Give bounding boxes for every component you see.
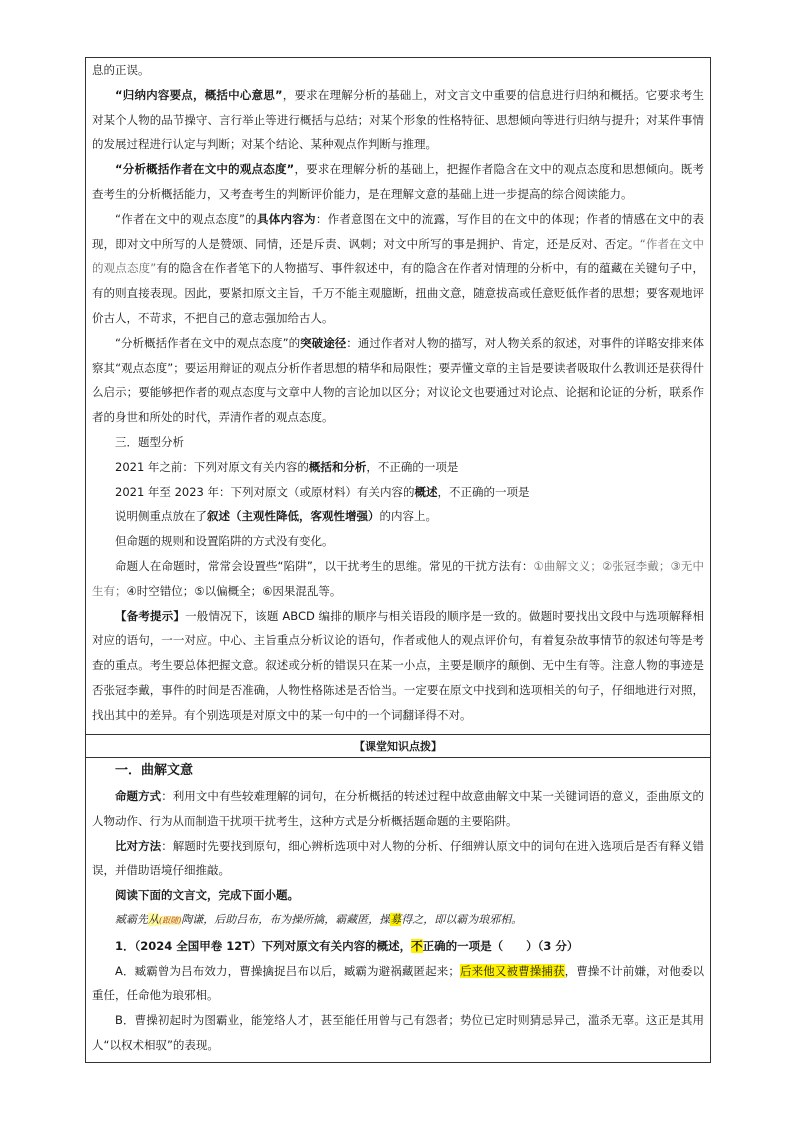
question-1-stem: 1．（2024 全国甲卷 12T）下列对原文有关内容的概述，不正确的一项是（ ）（3 分）: [115, 938, 579, 953]
paragraph-rules-unchanged: 但命题的规则和设置陷阱的方式没有变化。: [115, 534, 334, 549]
annotation-follow: (跟随): [159, 915, 182, 925]
highlight-mu: 募: [390, 912, 402, 926]
paragraph-comparison-method: 比对方法：解题时先要找到原句，细心辨析选项中对人物的分析、仔细辨认原文中的词句在进入选项后是否有释义错误，并借助语境仔细推敲。: [92, 838, 704, 878]
highlight-option-a: 后来他又被曹操捕获: [459, 963, 565, 978]
option-a: A．臧霸曾为吕布效力，曹操擒捉吕布以后，臧霸为避祸藏匿起来；后来他又被曹操捕获，曹操不计前嫌，对他委以重任，任命他为琅邪相。: [92, 963, 705, 1003]
heading-misinterpretation: 一．曲解文意: [115, 763, 194, 778]
highlight-cong: 从: [148, 912, 159, 926]
paragraph-continued: 息的正误。: [92, 63, 150, 77]
paragraph-exam-tip: 【备考提示】一般情况下，该题 ABCD 编排的顺序与相关语段的顺序是一致的。做题时要找出文段中与选项解释相对应的语句，一一对应。中心、主旨重点分析议论的语句，作者或他人的观点评价句，有着复杂故事情节的叙述句等是考查的重点。考生要总体把握文意。叙述或分析的错误只在某一小点，主要是顺序的颠倒、无中生有等。注意人物的事迹是否张冠李戴，事件的时间是否准确，人物性格陈述是否恰当。一定要在原文中找到和选项相关的句子，仔细地进行对照，找出其中的差异。有个别选项是对原文中的某一句中的一个词翻译得不对。: [92, 608, 704, 722]
paragraph-attitude-content: “作者在文中的观点态度”的具体内容为：作者意图在文中的流露，写作目的在文中的体现；作者的情感在文中的表现，即对文中所写的人是赞颂、同情，还是斥责、讽刺；对文中所写的事是拥护、肯定，还是反对、否定。“作者在文中的观点态度”有的隐含在作者笔下的人物描写、事件叙述中，有的隐含在作者对情理的分析中，有的蕴藏在关键句子中，有的则直接表现。因此，要紧扣原文主旨，千万不能主观臆断，扭曲文意，随意拔高或任意贬低作者的思想；要客观地评价古人，不苛求，不把自己的意志强加给古人。: [92, 211, 704, 325]
lower-text-cell: [86, 758, 710, 1064]
section-heading-question-type: 三．题型分析: [115, 434, 184, 449]
section-band-title: 【课堂知识点拨】: [86, 735, 710, 758]
paragraph-breakthrough-path: “分析概括作者在文中的观点态度”的突破途径：通过作者对人物的描写，对人物关系的叙述，对事件的详略安排来体察其“观点态度”；要运用辩证的观点分析作者思想的精华和局限性；要弄懂文章的主旨是要读者吸取什么教训还是获得什么启示；要能够把作者的观点态度与文章中人物的言论加以区分；对议论文也要通过对论点、论据和论证的分析，联系作者的身世和所处的时代，弄清作者的观点态度。: [92, 335, 705, 425]
paragraph-analyze-attitude: “分析概括作者在文中的观点态度”，要求在理解分析的基础上，把握作者隐含在文中的观点态度和思想倾向。既考查考生的分析概括能力，又考查考生的判断评价能力，是在理解文意的基础上进一步提高的综合阅读能力。: [92, 162, 704, 201]
option-b: B．曹操初起时为图霸业，能笼络人才，甚至能任用曾与己有怨者；势位已定时则猜忌异己，滥杀无辜。这正是其用人“以权术相驭”的表现。: [92, 1013, 704, 1052]
document-page: [85, 57, 711, 1063]
paragraph-reading-instruction: 阅读下面的文言文，完成下面小题。: [115, 888, 299, 903]
paragraph-2021-2023: 2021 年至 2023 年：下列对原文（或原材料）有关内容的概述，不正确的一项是: [115, 484, 530, 499]
paragraph-before-2021: 2021 年之前：下列对原文有关内容的概括和分析，不正确的一项是: [115, 459, 459, 474]
upper-text-cell: [86, 58, 710, 735]
original-text-excerpt: 臧霸先从(跟随)陶谦，后助吕布，布为操所擒，霸藏匿，操募得之，即以霸为琅邪相。: [115, 912, 523, 926]
paragraph-summarize-content: “归纳内容要点，概括中心意思”，要求在理解分析的基础上，对文言文中重要的信息进行归纳和概括。它要求考生对某个人物的品节操守、言行举止等进行概括与总结；对某个形象的性格特征、思想倾向等进行归纳与提升；对某件事情的发展过程进行认定与判断；对某个结论、某种观点作判断与推理。: [92, 87, 704, 152]
paragraph-question-method: 命题方式：利用文中有些较难理解的词句，在分析概括的转述过程中故意曲解文中某一关键词语的意义，歪曲原文的人物动作、行为从而制造干扰项干扰考生，这种方式是分析概括题命题的主要陷阱。: [92, 789, 704, 828]
paragraph-traps: 命题人在命题时，常常会设置些“陷阱”，以干扰考生的思维。常见的干扰方法有：①曲解文义；②张冠李戴；③无中生有；④时空错位；⑤以偏概全；⑥因果混乱等。: [92, 558, 704, 598]
highlight-bu: 不: [411, 938, 423, 953]
paragraph-emphasis: 说明侧重点放在了叙述（主观性降低，客观性增强）的内容上。: [115, 509, 437, 524]
